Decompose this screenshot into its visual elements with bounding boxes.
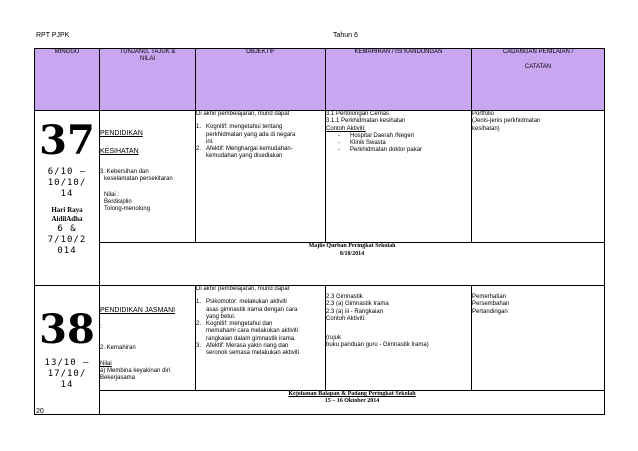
- page-number: 20: [36, 408, 44, 415]
- col-kemahiran: KEMAHIRAN / ISI KANDUNGAN: [326, 49, 472, 111]
- col-tajuk-line2: NILAI: [139, 56, 155, 63]
- objektif-list: [196, 124, 325, 160]
- penilaian-2: (Jenis-jenis perkhidmatan: [472, 118, 541, 125]
- kemahiran-cell: [326, 111, 472, 243]
- week-row-38: [35, 286, 605, 391]
- objektif-cell: [196, 286, 326, 391]
- kemahiran-6: buku panduan guru - Gimnastik Irama): [326, 342, 429, 349]
- kemahiran-1: 2.3 Gimnastik: [326, 294, 363, 300]
- week-date-3: 14: [60, 380, 74, 390]
- lesson-plan-table: [34, 48, 605, 415]
- list-item: 1. Psikomotor: melakukan aktiviti: [196, 299, 287, 306]
- kemahiran-3: 2.3 (a) iii - Rangkaian: [326, 308, 384, 315]
- nilai-2: Bekerjasama: [100, 375, 136, 382]
- penilaian-3: kesihatan): [472, 125, 500, 132]
- list-item: 3. Afektif: Merasa yakin riang dan: [196, 343, 289, 350]
- nilai-1: a) Membina keyakinan diri: [100, 367, 171, 374]
- event-date: 15 – 16 Oktober 2014: [324, 398, 380, 405]
- kemahiran-5: (rujuk: [326, 335, 342, 342]
- list-item: perkhidmatan yang ada di negara: [206, 131, 296, 138]
- tajuk-cell: [100, 111, 196, 243]
- week-date-1: 6/10 –: [47, 167, 87, 177]
- tajuk-colon: :: [100, 324, 102, 330]
- holiday-line-5: 014: [57, 246, 77, 256]
- list-item: rangkaian dalam gimnastik irama.: [206, 335, 296, 342]
- list-item: yang betul.: [206, 313, 236, 320]
- kemahiran-2: 3.1.1 Perkhidmatan kesihatan: [326, 118, 406, 125]
- holiday-line-3: 6 &: [57, 224, 77, 234]
- tajuk-line-1: PENDIDIKAN JASMANI: [100, 307, 176, 314]
- tajuk-cell: [100, 286, 196, 391]
- week-cell: [35, 111, 100, 286]
- list-item: asas gimnastik irama dengan cara: [206, 306, 298, 313]
- week-row-37: [35, 111, 605, 243]
- penilaian-cell: [472, 286, 605, 391]
- week-cell: [35, 286, 100, 415]
- penilaian-3: Pertandingan: [472, 308, 508, 315]
- penilaian-1: Pemerhatian: [472, 294, 507, 300]
- penilaian-1: Portfolio: [472, 111, 495, 117]
- kemahiran-3: Contoh Aktiviti:: [326, 125, 366, 132]
- col-tajuk: [100, 49, 196, 111]
- penilaian-2: Persembahan: [472, 301, 510, 308]
- tajuk-line-2: KESIHATAN: [100, 148, 139, 155]
- week-number: 37: [39, 117, 95, 164]
- col-minggu: MINGGU: [35, 49, 100, 111]
- col-tajuk-line1: TUNJANG, TAJUK &: [119, 49, 176, 55]
- kemahiran-2: 2.3 (a) Gimnastik Irama: [326, 301, 389, 308]
- week-date-1: 13/10 –: [44, 358, 90, 368]
- event-cell: [100, 243, 605, 286]
- event-date: 8/10/2014: [339, 250, 365, 257]
- list-item: - Klinik Swasta: [338, 140, 386, 147]
- kemahiran-list: [326, 133, 471, 155]
- objektif-intro: Di akhir pembelajaran, murid dapat: [196, 111, 290, 117]
- holiday-line-4: 7/10/2: [47, 235, 87, 245]
- header-right: Tahun 6: [333, 32, 358, 39]
- list-item: 1. Kognitif: mengetahui tentang: [196, 124, 283, 131]
- col-penilaian-line2: CATATAN: [524, 64, 552, 71]
- holiday-line-1: Hari Raya: [51, 206, 83, 214]
- list-item: - Perkhidmatan doktor pakar: [338, 147, 423, 154]
- week-date-2: 10/10/: [47, 178, 87, 188]
- kemahiran-1: 3.1 Pertolongan Cemas: [326, 111, 390, 117]
- objektif-list: [196, 299, 325, 357]
- week-number: 38: [39, 306, 95, 353]
- penilaian-cell: [472, 111, 605, 243]
- nilai-1: Berdisiplin: [104, 198, 132, 205]
- event-row-38: [35, 391, 605, 415]
- holiday-line-2: AidilAdha: [51, 215, 83, 223]
- header-left: RPT PJPK: [36, 32, 70, 39]
- list-item: kemudahan yang disediakan: [206, 153, 283, 160]
- objektif-intro: Di akhir pembelajaran, murid dapat: [196, 286, 290, 292]
- event-cell: [100, 391, 605, 415]
- list-item: memahami cara melakukan aktiviti: [206, 328, 299, 335]
- kemahiran-cell: [326, 286, 472, 391]
- table-header-row: [35, 49, 605, 111]
- list-item: 2. Kognitif: mengetahui dan: [196, 321, 273, 328]
- list-item: seronok semasa melakukan aktiviti: [206, 350, 300, 357]
- week-date-2: 17/10/: [47, 369, 87, 379]
- col-penilaian-line1: CADANGAN PENILAIAN /: [502, 49, 574, 55]
- sub-line-1: 2. Kemahiran: [100, 345, 136, 352]
- objektif-cell: [196, 111, 326, 243]
- list-item: 2. Afektif: Menghargai kemudahan-: [196, 146, 293, 153]
- nilai-2: Tolong-menolong: [104, 206, 151, 213]
- event-title: Kejohanan Balapan & Padang Peringkat Sekolah: [288, 391, 416, 398]
- event-row-37: [35, 243, 605, 286]
- kemahiran-4: Contoh Aktiviti:: [326, 315, 366, 322]
- list-item: ini.: [206, 138, 214, 145]
- sub-line-2: keselamatan persekitaran: [104, 176, 173, 183]
- nilai-label: Nilai: [100, 360, 112, 367]
- nilai-label: Nilai :: [104, 191, 120, 198]
- tajuk-line-1: PENDIDIKAN: [100, 130, 143, 137]
- list-item: - Hospital Daerah /Negeri: [338, 132, 415, 139]
- sub-line-1: 3. Kebersihan dan: [100, 169, 149, 175]
- col-objektif: OBJEKTIF: [196, 49, 326, 111]
- col-penilaian: [472, 49, 605, 111]
- event-title: Majlis Qurban Peringkat Sekolah: [308, 243, 396, 250]
- week-date-3: 14: [60, 189, 74, 199]
